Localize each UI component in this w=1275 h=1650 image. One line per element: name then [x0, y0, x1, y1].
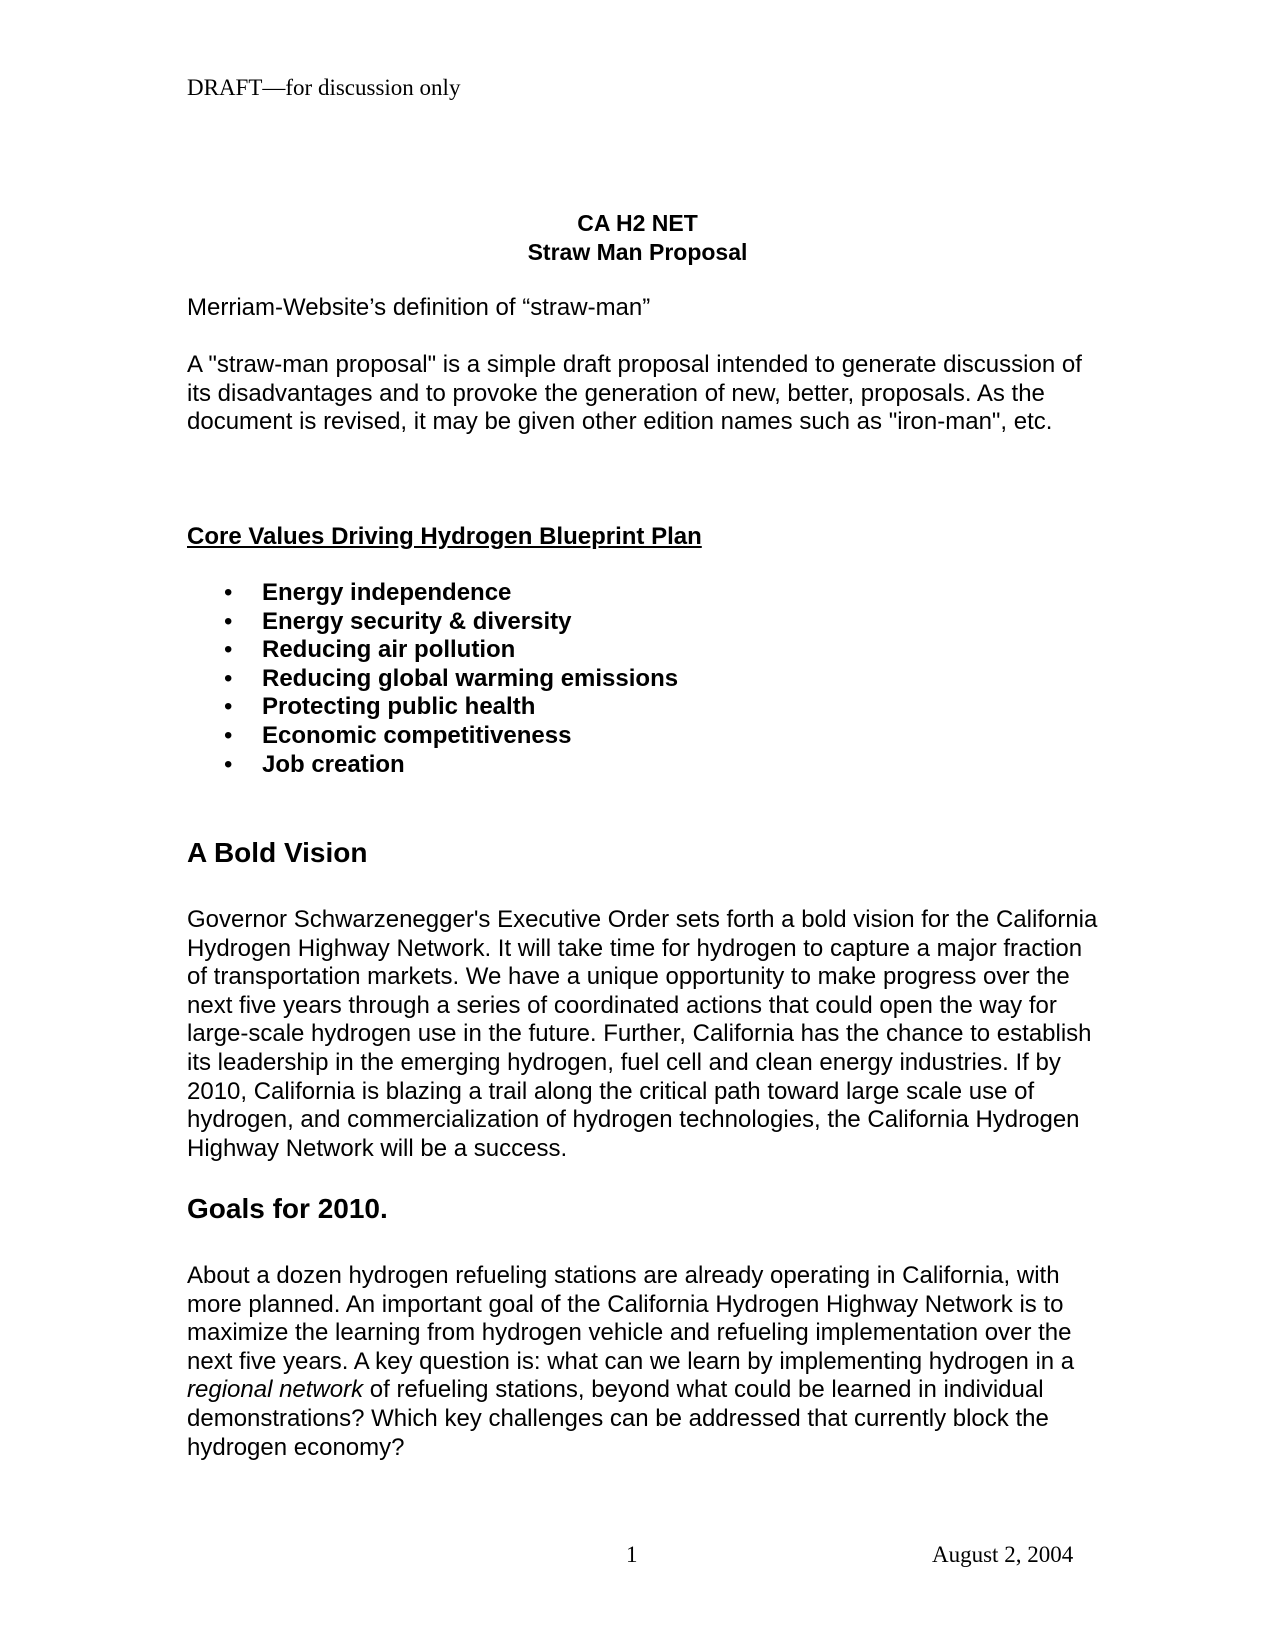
vision-heading: A Bold Vision — [187, 837, 368, 868]
bullet-icon: • — [224, 750, 233, 778]
list-item: • Energy security & diversity — [224, 607, 572, 635]
goals-text-after: of refueling stations, beyond what could be learned in individual demonstrations? Which key challenges can be addressed that currently block the hydrogen economy? — [187, 1376, 1049, 1461]
goals-text-before: About a dozen hydrogen refueling stations are already operating in California, with more planned. An important goal of the California Hydrogen Highway Network is to maximize the learning from hydrogen vehicle and refueling implementation over the next five years. A key question is: what can we learn by implementing hydrogen in a — [187, 1262, 1075, 1375]
bullet-icon: • — [224, 693, 233, 721]
footer-date: August 2, 2004 — [932, 1542, 1074, 1567]
bullet-icon: • — [224, 664, 233, 692]
title-line-1: CA H2 NET — [577, 210, 698, 236]
list-item: • Protecting public health — [224, 693, 536, 721]
definition-label: Merriam-Website’s definition of “straw-man” — [187, 294, 651, 321]
bullet-icon: • — [224, 607, 233, 635]
core-values-heading: Core Values Driving Hydrogen Blueprint Plan — [187, 523, 702, 550]
document-title — [0, 209, 1275, 267]
core-values-list — [187, 579, 678, 779]
page-number: 1 — [626, 1542, 638, 1567]
bullet-icon: • — [224, 579, 233, 606]
title-line-2: Straw Man Proposal — [527, 239, 748, 265]
list-item: • Reducing air pollution — [224, 636, 516, 664]
definition-paragraph: A "straw-man proposal" is a simple draft proposal intended to generate discussion of its disadvantages and to provoke the generation of new, better, proposals. As the document is revised, it may be given other edition names such as "iron-man", etc. — [187, 351, 1082, 436]
goals-paragraph — [187, 1262, 1107, 1462]
vision-paragraph: Governor Schwarzenegger's Executive Order sets forth a bold vision for the California Hydrogen Highway Network. It will take time for hydrogen to capture a major fraction of transportation markets. We have a unique opportunity to make progress over the next five years through a series of coordinated actions that could open the way for large-scale hydrogen use in the future. Further, California has the chance to establish its leadership in the emerging hydrogen, fuel cell and clean energy industries. If by 2010, California is blazing a trail along the critical path toward large scale use of hydrogen, and commercialization of hydrogen technologies, the California Hydrogen Highway Network will be a success. — [187, 906, 1098, 1162]
list-item: • Reducing global warming emissions — [224, 664, 679, 692]
bullet-icon: • — [224, 721, 233, 749]
list-item: • Energy independence — [224, 579, 512, 606]
bullet-icon: • — [224, 636, 233, 664]
draft-header: DRAFT—for discussion only — [187, 75, 461, 100]
goals-text-italic: regional network — [187, 1376, 364, 1404]
goals-heading: Goals for 2010. — [187, 1193, 388, 1224]
list-item: • Economic competitiveness — [224, 721, 572, 749]
list-item: • Job creation — [224, 750, 405, 778]
